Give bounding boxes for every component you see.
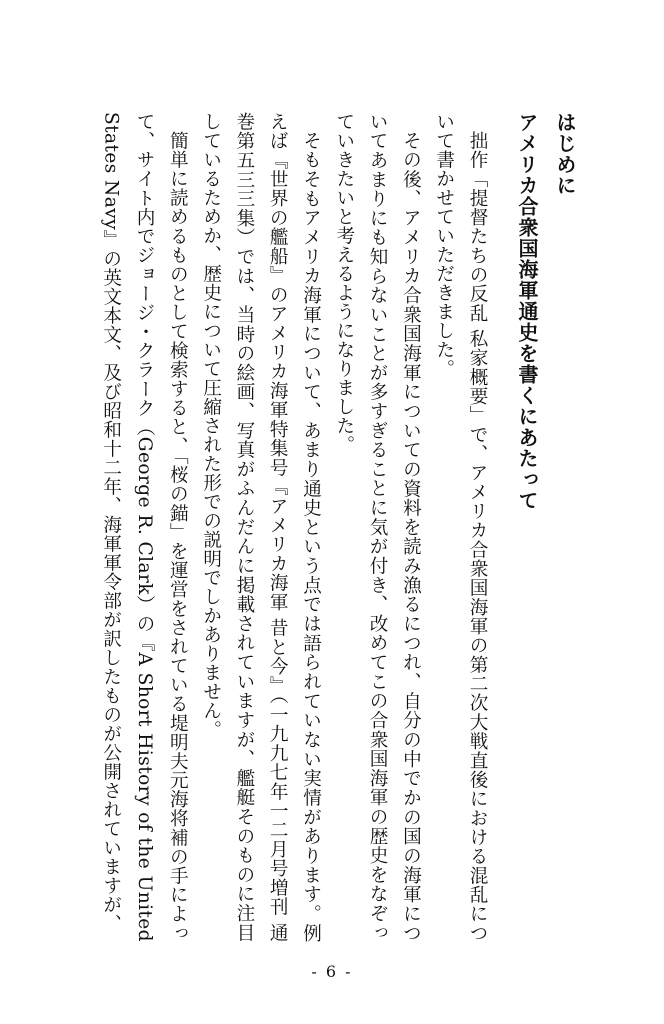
paragraph: その後、アメリカ合衆国海軍についての資料を読み漁るにつれ、自分の中でかの国の海軍についてあまりにも知らないことが多すぎることに気が付き、改めてこの合衆国海軍の歴史をなぞっていきたいと考えるようになりました。 — [333, 112, 422, 942]
page-number: - 6 - — [311, 962, 353, 981]
chapter-title: アメリカ合衆国海軍通史を書くにあたって — [515, 112, 539, 511]
paragraph: そもそもアメリカ海軍について、あまり通史という点では語られていない実情があります。例えば『世界の艦船』のアメリカ海軍特集号『アメリカ海軍 昔と今』（一九九七年一二月号増刊 通巻第五三三集）では、当時の絵画、写真がふんだんに掲載されていますが、艦艇そのものに注目しているためか、歴史について圧縮された形での説明でしかありません。 — [200, 112, 322, 942]
vertical-text-body — [78, 112, 578, 942]
paragraph: 簡単に読めるものとして検索すると、「桜の錨」を運営をされている堤明夫元海将補の手によって、サイト内でジョージ・クラーク（George R. Clark）の『A Short History of the United States Navy』の英文本文、及び昭和十二年、海軍軍令部が訳したものが公開されていますが、 — [100, 112, 189, 942]
body-text — [94, 112, 494, 942]
paragraph: 拙作「提督たちの反乱 私家概要」で、アメリカ合衆国海軍の第二次大戦直後における混乱について書かせていただきました。 — [433, 112, 488, 942]
section-title: はじめに — [553, 112, 577, 196]
